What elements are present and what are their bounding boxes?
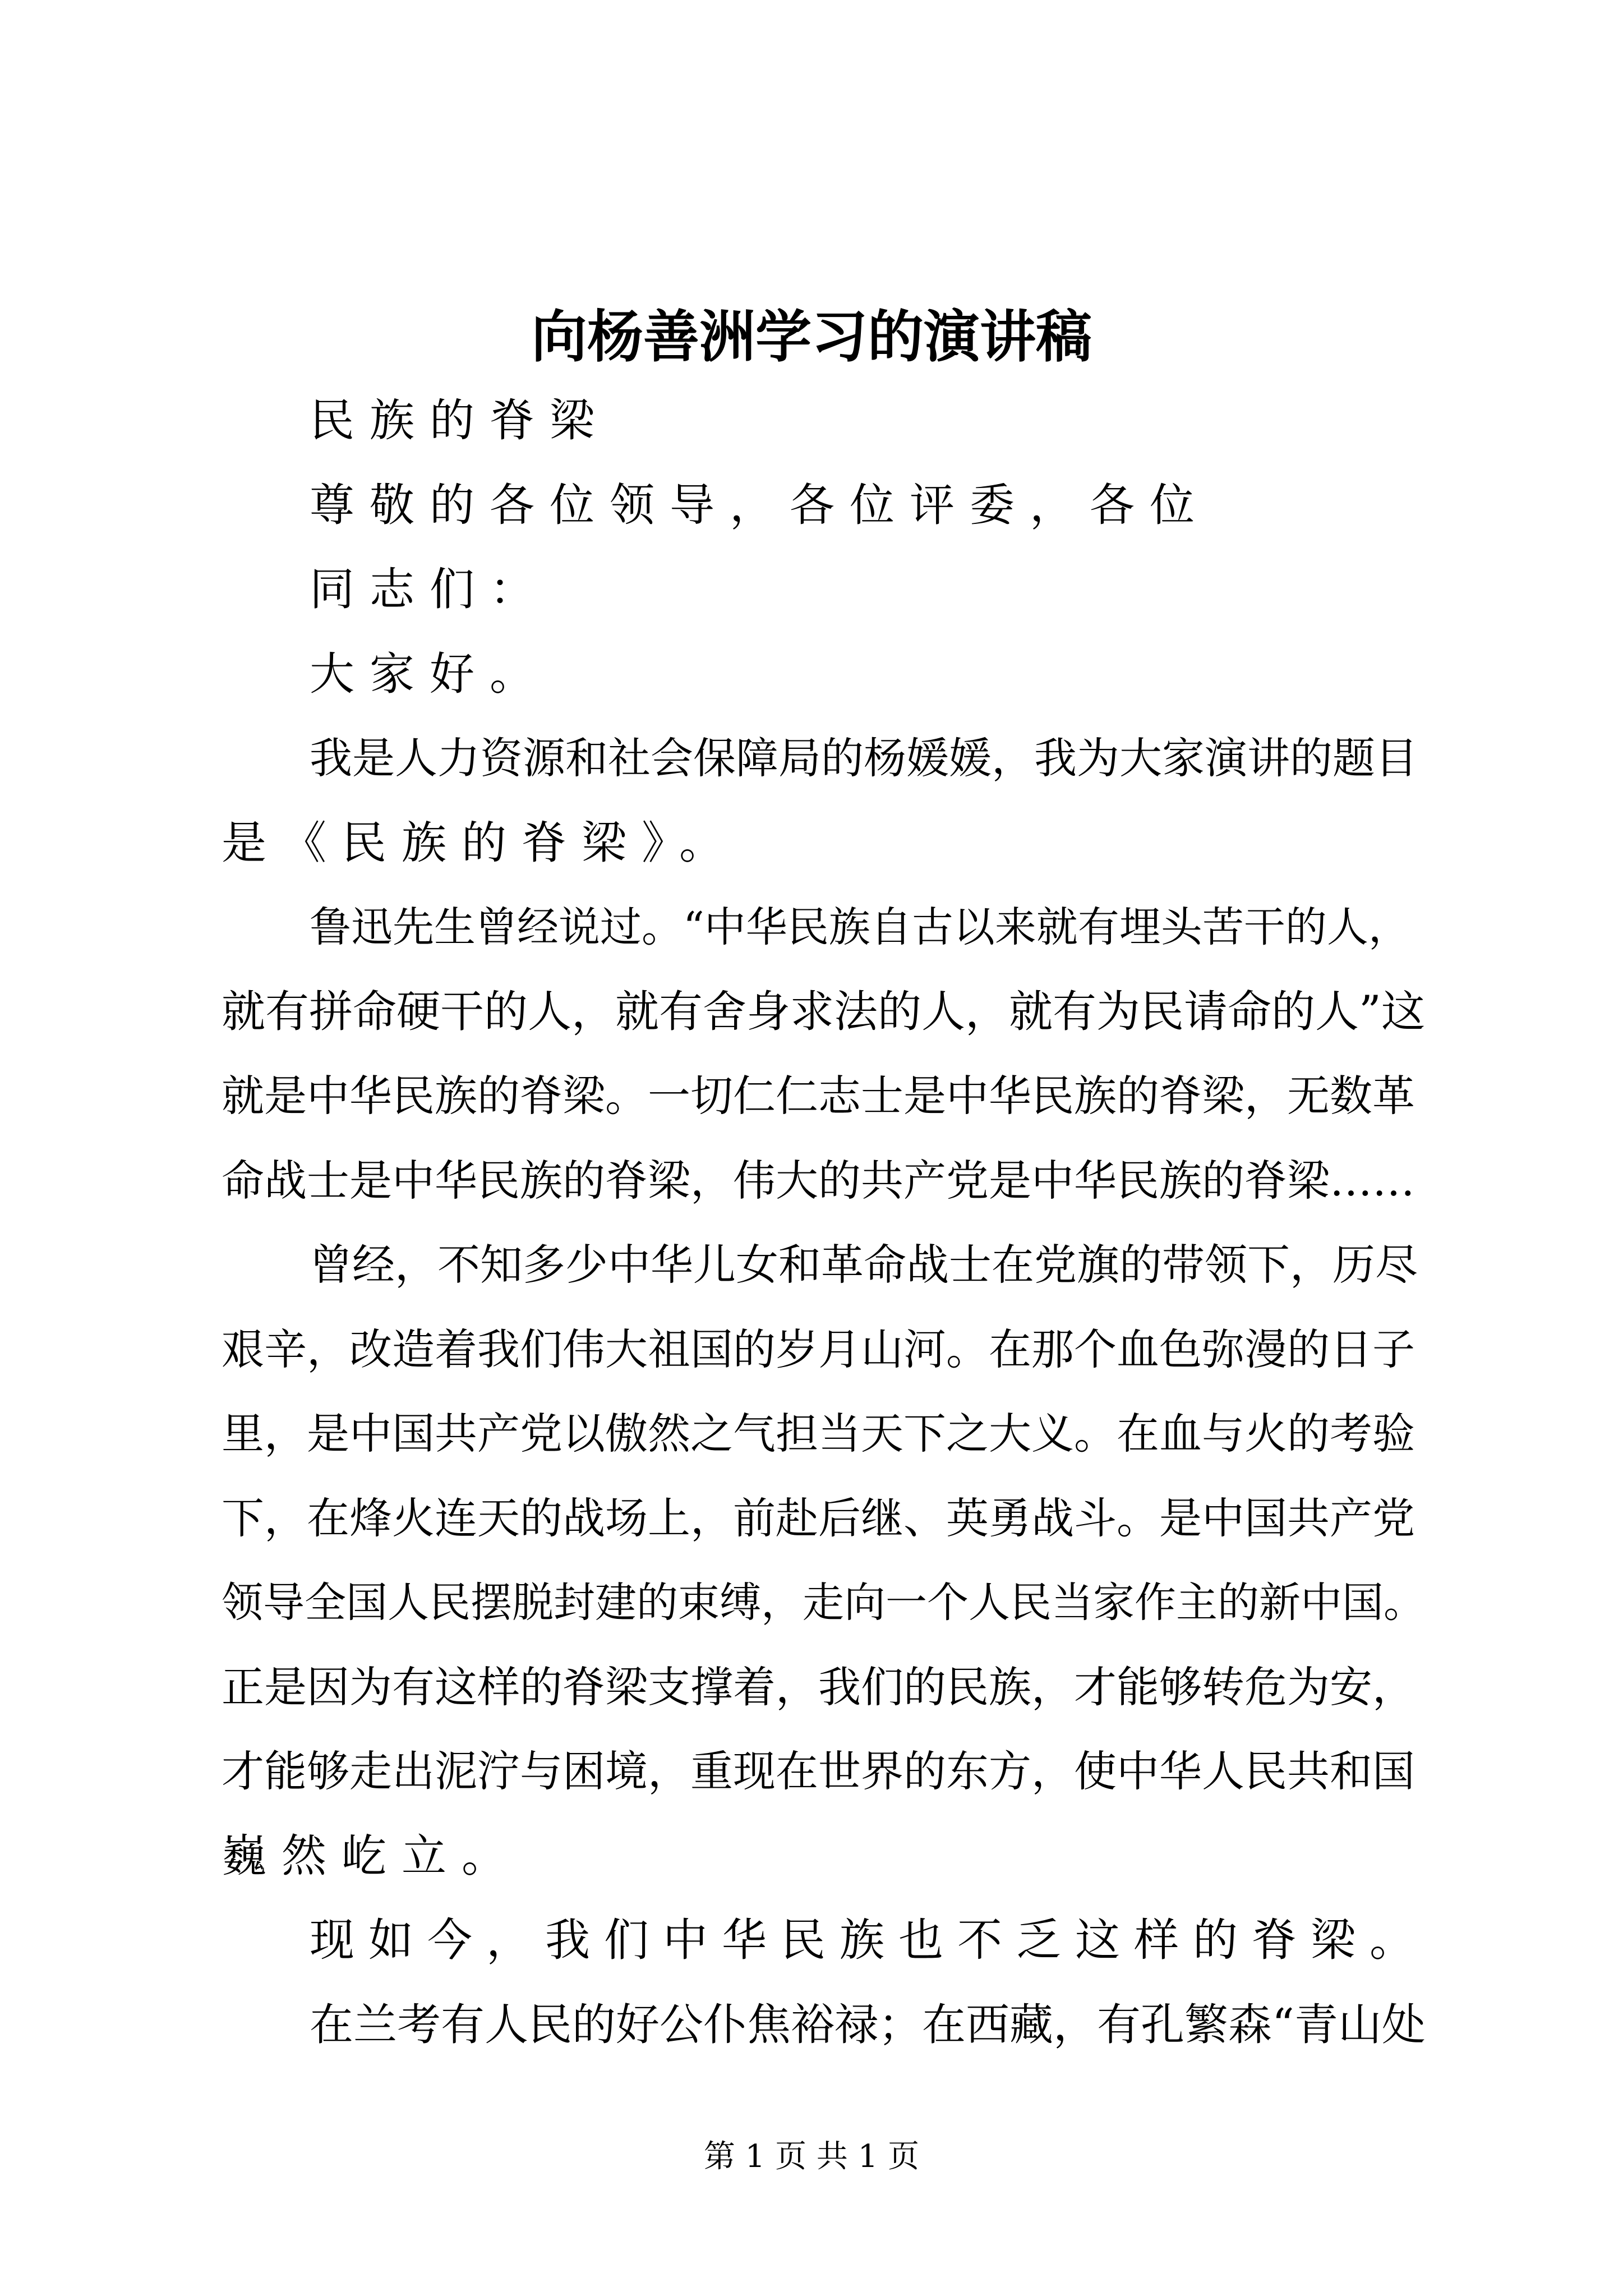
text-line: 尊敬的各位领导，各位评委，各位 [310, 478, 1210, 531]
page-number-footer: 第 1 页 共 1 页 [703, 2138, 920, 2175]
text-line: 就有拼命硬干的人，就有舍身求法的人，就有为民请命的人”这 [222, 986, 1425, 1037]
text-line: 里，是中国共产党以傲然之气担当天下之大义。在血与火的考验 [222, 1409, 1415, 1458]
text-line: 现如今，我们中华民族也不乏这样的脊梁。 [310, 1914, 1428, 1966]
text-line: 才能够走出泥泞与困境，重现在世界的东方，使中华人民共和国 [222, 1746, 1415, 1796]
text-line: 是《民族的脊梁》。 [222, 816, 739, 869]
text-line: 大家好。 [310, 647, 550, 700]
text-line: 正是因为有这样的脊梁支撑着，我们的民族，才能够转危为安， [222, 1662, 1415, 1712]
text-line: 命战士是中华民族的脊梁，伟大的共产党是中华民族的脊梁…… [222, 1155, 1415, 1205]
document-title: 向杨善洲学习的演讲稿 [531, 303, 1092, 370]
text-line: 我是人力资源和社会保障局的杨媛媛，我为大家演讲的题目 [310, 733, 1418, 783]
text-line: 就是中华民族的脊梁。一切仁仁志士是中华民族的脊梁，无数革 [222, 1071, 1415, 1121]
text-line: 巍然屹立。 [222, 1829, 522, 1882]
text-line: 领导全国人民摆脱封建的束缚，走向一个人民当家作主的新中国。 [222, 1579, 1425, 1627]
text-line: 曾经，不知多少中华儿女和革命战士在党旗的带领下，历尽 [310, 1240, 1418, 1290]
text-line: 艰辛，改造着我们伟大祖国的岁月山河。在那个血色弥漫的日子 [222, 1324, 1415, 1374]
document-body [222, 387, 1433, 2076]
text-line: 民族的脊梁 [310, 394, 610, 447]
text-line: 下，在烽火连天的战场上，前赴后继、英勇战斗。是中国共产党 [222, 1493, 1415, 1543]
text-line: 同志们： [310, 563, 550, 615]
text-line: 鲁迅先生曾经说过。“中华民族自古以来就有埋头苦干的人， [310, 903, 1410, 951]
text-line: 在兰考有人民的好公仆焦裕禄；在西藏，有孔繁森“青山处 [310, 1999, 1426, 2050]
